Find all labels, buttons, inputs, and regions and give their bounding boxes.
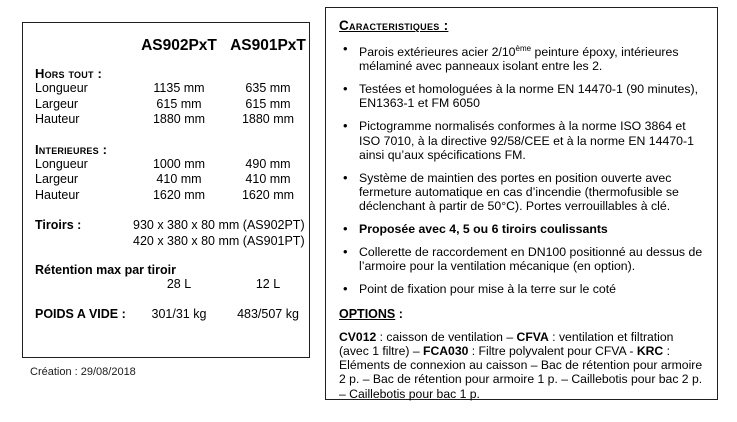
- row-label: Hauteur: [35, 187, 80, 202]
- bullet-icon: •: [343, 243, 348, 259]
- row-value-b: 1620 mm: [241, 187, 295, 202]
- row-label: Longueur: [35, 156, 88, 171]
- spacer: [23, 293, 309, 307]
- list-item: [339, 82, 706, 111]
- tiroirs-value-line-1: 930 x 380 x 80 mm (AS902PT): [133, 218, 305, 232]
- row-value-a: 1620 mm: [152, 187, 206, 202]
- poids-value-a: 301/31 kg: [151, 306, 207, 321]
- bullet-icon: •: [343, 169, 348, 185]
- bullet-icon: •: [343, 41, 348, 56]
- options-heading-line: [339, 305, 706, 323]
- poids-a-vide-row: [23, 307, 309, 321]
- bullet-icon: •: [343, 118, 348, 134]
- row-label: Hauteur: [35, 112, 80, 126]
- row-label: Largeur: [35, 172, 79, 186]
- bullet-text: Point de fixation pour mise à la terre sur le coté: [359, 281, 616, 296]
- characteristics-title: Caracteristiques :: [339, 18, 449, 33]
- bullet-text-post: peinture époxy, intérieures mélaminé avec panneaux isolant entre les 2.: [359, 45, 679, 74]
- tiroirs-label-spacer: [23, 233, 133, 249]
- column-header-a: AS902PxT: [141, 37, 217, 54]
- poids-value-b: 483/507 kg: [237, 306, 299, 321]
- list-item: [339, 222, 706, 236]
- table-row: [23, 97, 309, 113]
- bullet-text: Proposée avec 4, 5 ou 6 tiroirs coulissants: [359, 222, 608, 237]
- bullet-text-pre: Parois extérieures acier 2/10: [359, 45, 516, 60]
- row-value-b: 615 mm: [245, 96, 291, 111]
- option-text: : Filtre polyvalent pour CFVA -: [468, 343, 637, 358]
- specification-table: [23, 23, 309, 357]
- row-value-b: 1880 mm: [241, 112, 295, 126]
- list-item: [339, 282, 706, 296]
- poids-label: POIDS A VIDE :: [35, 306, 126, 321]
- spacer: [23, 203, 309, 217]
- tiroirs-value-line-2: 420 x 380 x 80 mm (AS901PT): [133, 234, 305, 248]
- row-value-a: 1880 mm: [152, 112, 206, 126]
- list-item: [339, 42, 706, 74]
- table-row: [23, 157, 309, 173]
- spacer: [23, 55, 309, 66]
- tiroirs-row: [23, 217, 309, 233]
- retention-value-a: 28 L: [166, 277, 192, 291]
- table-row: [23, 172, 309, 188]
- superscript-eme: ème: [515, 44, 532, 53]
- list-item: [339, 119, 706, 162]
- options-body: [339, 330, 706, 401]
- option-text: : ventilation et filtration (avec 1 filtre) –: [339, 329, 674, 358]
- row-value-a: 1000 mm: [152, 156, 206, 171]
- tiroirs-label: Tiroirs :: [35, 218, 82, 232]
- option-text: : Eléments de connexion au caisson – Bac de rétention pour armoire 2 p. – Bac de rétention pour armoire 1 p. – Caillebotis pour bac 2 p. – Caillebotis pour bac 1 p.: [339, 343, 703, 401]
- bullet-text: Système de maintien des portes en position ouverte avec fermeture automatique en cas d’incendie (thermofusible se déclenchant à partir de 50°C). Portes verrouillables à clé.: [359, 170, 679, 214]
- section-label-hors-tout: Hors tout :: [35, 66, 102, 81]
- option-code: FCA030: [423, 343, 469, 358]
- row-value-a: 615 mm: [156, 96, 202, 111]
- characteristics-box: [325, 7, 718, 400]
- section-label-interieures: Interieures :: [35, 141, 108, 157]
- row-value-b: 635 mm: [245, 81, 291, 95]
- table-row: [23, 112, 309, 128]
- bullet-text: [359, 42, 706, 74]
- spacer: [23, 249, 309, 263]
- table-row: [23, 81, 309, 97]
- column-header-b: AS901PxT: [230, 37, 306, 54]
- creation-date: Création : 29/08/2018: [30, 366, 136, 378]
- list-item: [339, 171, 706, 214]
- options-title: OPTIONS: [339, 306, 396, 321]
- tiroirs-row: [23, 233, 309, 249]
- retention-values-row: [23, 277, 309, 293]
- row-value-b: 410 mm: [245, 172, 291, 186]
- option-code: KRC: [636, 343, 664, 358]
- bullet-text: Testées et homologuées à la norme EN 14470-1 (90 minutes), EN1363-1 et FM 6050: [359, 82, 699, 111]
- row-value-a: 1135 mm: [153, 81, 205, 95]
- row-value-b: 490 mm: [245, 156, 291, 171]
- retention-value-b: 12 L: [255, 277, 281, 291]
- retention-title: Rétention max par tiroir: [35, 263, 176, 277]
- bullet-icon: •: [343, 81, 348, 97]
- bullet-text: Pictogramme normalisés conformes à la norme ISO 3864 et ISO 7010, à la directive 92/58/CEE et à la norme EN 14470-1 ainsi qu’aux spécifications FM.: [359, 119, 694, 162]
- row-label: Largeur: [35, 96, 79, 111]
- row-label: Longueur: [35, 81, 88, 95]
- specification-table-box: [22, 22, 310, 358]
- row-value-a: 410 mm: [156, 172, 202, 186]
- option-text: : caisson de ventilation –: [376, 329, 517, 344]
- spacer: [23, 128, 309, 142]
- header-spacer: [23, 37, 133, 55]
- table-header-row: [23, 23, 309, 55]
- options-colon: :: [395, 306, 403, 321]
- bullet-text: Collerette de raccordement en DN100 positionné au dessus de l’armoire pour la ventilation mécanique (en option).: [359, 244, 703, 274]
- table-row: [23, 188, 309, 204]
- list-item: [339, 245, 706, 274]
- bullet-icon: •: [343, 221, 348, 237]
- option-code: CV012: [339, 329, 377, 344]
- bullet-icon: •: [343, 280, 348, 296]
- option-code: CFVA: [516, 329, 549, 344]
